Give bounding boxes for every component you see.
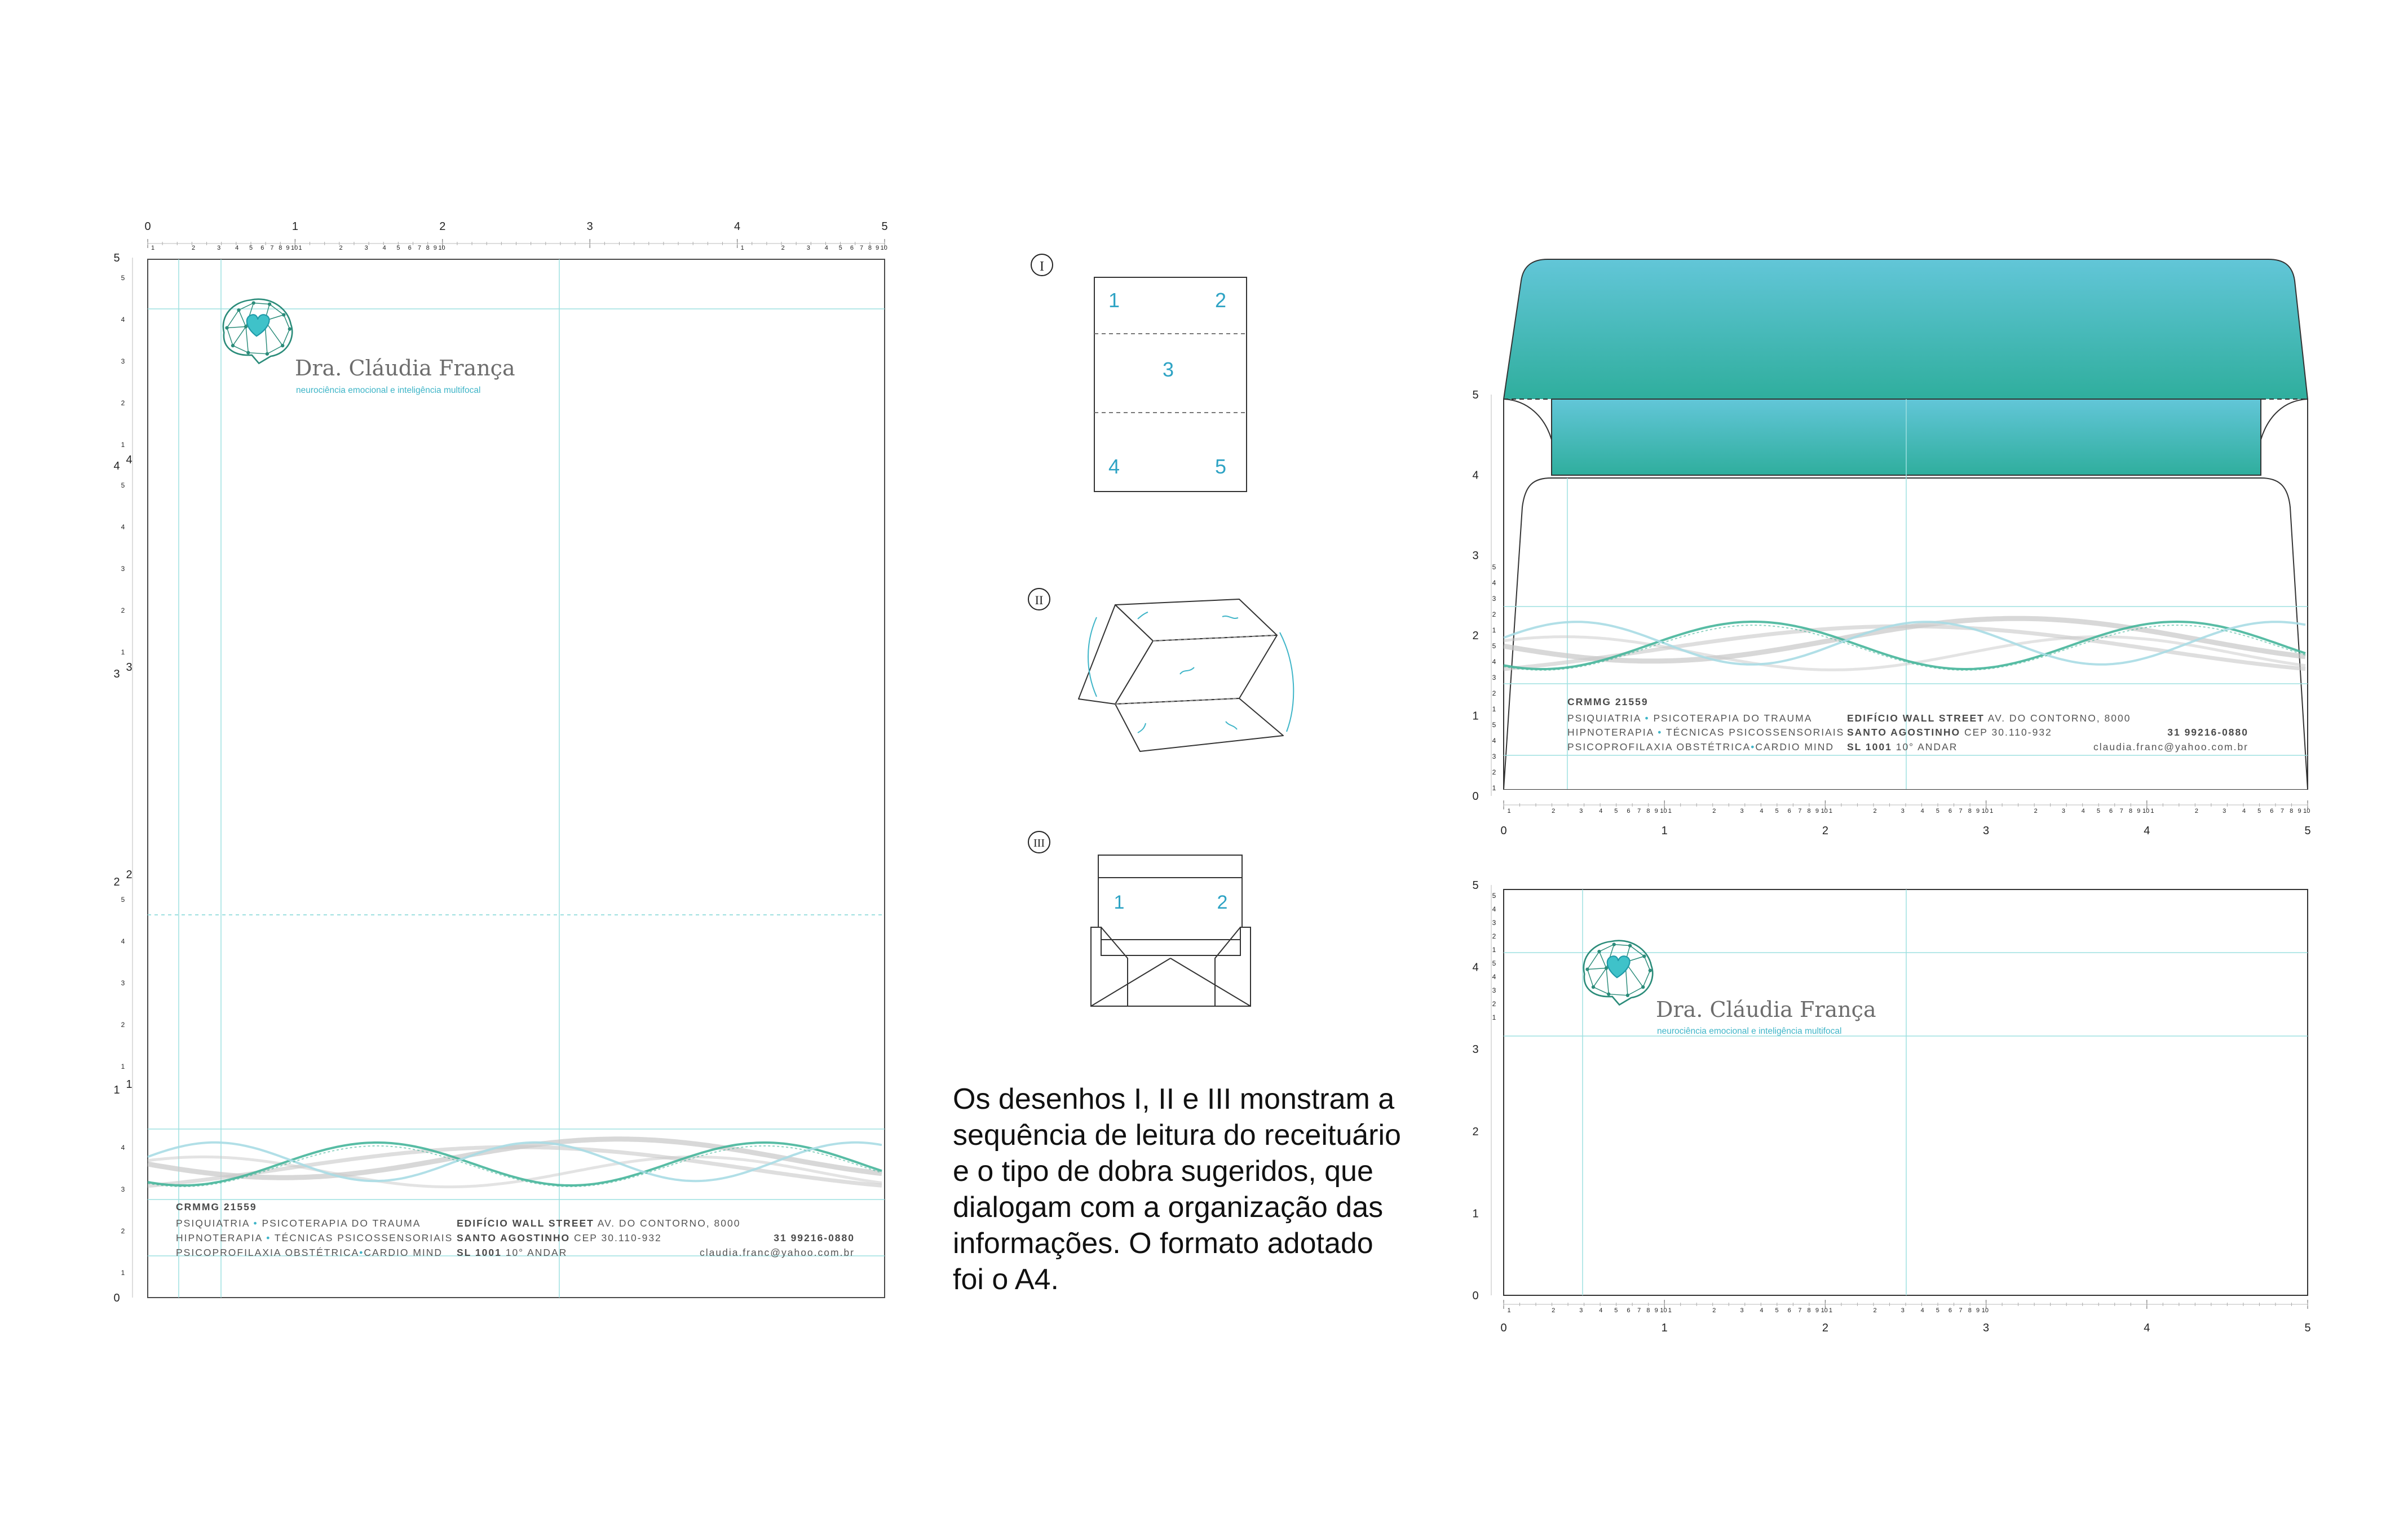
ruler-major-label: 1 [1472,710,1479,723]
env-specialty-trauma: PSICOTERAPIA DO TRAUMA [1653,712,1813,724]
ruler-minor-label: 2 [121,1227,125,1235]
ruler-minor-label: 7 [1798,808,1802,815]
ruler-minor-label: 1 [1492,784,1496,792]
ruler-major-label: 1 [1661,1322,1668,1334]
ruler-minor-label: 6 [2109,808,2113,815]
ruler-major-label: 1 [1661,825,1668,837]
ruler-minor-label: 7 [417,245,421,251]
ruler-minor-label: 4 [1920,1307,1924,1314]
ruler-minor-label: 1 [151,245,155,251]
ruler-minor-label: 8 [868,245,872,251]
ruler-minor-label: 2 [339,245,343,251]
specialty-psychiatry: PSIQUIATRIA [176,1218,250,1229]
ruler-minor-label: 6 [2270,808,2274,815]
ruler-minor-label: 8 [2290,808,2294,815]
ruler-minor-label: 8 [1646,1307,1650,1314]
caption-line-6: foi o A4. [953,1263,1059,1296]
ruler-minor-label: 3 [1492,674,1496,681]
ruler-major-label: 0 [1500,1322,1507,1334]
env-address-zip: CEP 30.110-932 [1964,727,2052,738]
ruler-minor-label: 9 [1976,808,1980,815]
brand-name: Dra. Cláudia França [295,356,515,380]
ruler-major-label: 5 [1472,879,1479,892]
ruler-minor-label: 10 [2303,808,2310,815]
step-2-label: II [1035,593,1044,607]
ruler-major-label: 0 [1472,790,1479,803]
ruler-minor-label: 2 [1712,1307,1716,1314]
ruler-minor-label: 1 [1668,808,1672,815]
ruler-minor-label: 3 [121,1185,125,1193]
ruler-minor-label: 10 [1821,1307,1828,1314]
ruler-major-label: 3 [113,668,120,680]
ruler-minor-label: 2 [2194,808,2198,815]
address-zip: CEP 30.110-932 [574,1232,662,1243]
ruler-minor-label: 10 [2142,808,2150,815]
ruler-major-label: 0 [113,1292,120,1304]
ruler-minor-label: 2 [121,399,125,407]
envelope-open [1472,259,2310,837]
ruler-minor-label: 9 [1976,1307,1980,1314]
insert-panel-1: 1 [1114,892,1125,913]
ruler-minor-label: 10 [438,245,445,251]
envelope-insert [1091,855,1251,1006]
ruler-minor-label: 2 [1712,808,1716,815]
envelope-front-card [1472,879,2310,1334]
address-floor: 10° ANDAR [505,1247,568,1258]
envelope-left-ruler [1472,389,1496,803]
svg-text:HIPNOTERAPIA • TÉCNICAS PSICOS: HIPNOTERAPIA • TÉCNICAS PSICOSSENSORIAIS [1567,727,1845,738]
ruler-minor-label: 9 [1654,808,1658,815]
ruler-minor-label: 7 [2119,808,2123,815]
ruler-minor-label: 9 [875,245,880,251]
ruler-minor-label: 2 [781,245,785,251]
ruler-minor-label: 9 [286,245,290,251]
ruler-major-label: 4 [2144,825,2150,837]
ruler-major-label: 4 [734,220,741,233]
ruler-minor-label: 5 [396,245,400,251]
ruler-minor-label: 9 [2137,808,2141,815]
env-address-street: AV. DO CONTORNO, 8000 [1987,712,2131,724]
ruler-minor-label: 3 [364,245,368,251]
ruler-minor-label: 2 [2034,808,2038,815]
ruler-minor-label: 10 [880,245,887,251]
ruler-minor-label: 5 [1492,892,1496,900]
ruler-minor-label: 5 [1614,808,1618,815]
ruler-minor-label: 1 [1492,705,1496,713]
ruler-minor-label: 2 [192,245,196,251]
address-district: SANTO AGOSTINHO [457,1232,571,1243]
ruler-minor-label: 9 [1815,808,1819,815]
step-1-label: I [1040,259,1044,274]
ruler-major-label: 4 [113,460,120,472]
ruler-minor-label: 10 [1821,808,1828,815]
ruler-major-label: 2 [1822,825,1828,837]
caption-line-3: e o tipo de dobra sugeridos, que [953,1155,1373,1188]
env-specialty-obstetric: PSICOPROFILAXIA OBSTÉTRICA [1567,741,1751,753]
ruler-minor-label: 4 [1760,1307,1764,1314]
ruler-minor-label: 2 [1492,1000,1496,1008]
ruler-major-label: 5 [881,220,888,233]
ruler-minor-label: 6 [1948,1307,1952,1314]
ruler-minor-label: 8 [426,245,430,251]
ruler-minor-label: 3 [1492,986,1496,994]
ruler-minor-label: 9 [1815,1307,1819,1314]
ruler-major-label: 4 [1472,469,1479,482]
env-address-building: EDIFÍCIO WALL STREET [1847,712,1985,724]
panel-number-3: 3 [1162,358,1174,381]
address-street: AV. DO CONTORNO, 8000 [597,1218,741,1229]
ruler-minor-label: 7 [860,245,864,251]
ruler-minor-label: 4 [1599,808,1603,815]
ruler-major-label: 4 [2144,1322,2150,1334]
ruler-minor-label: 3 [121,357,125,365]
ruler-minor-label: 4 [121,316,125,324]
ruler-major-label: 3 [586,220,593,233]
ruler-minor-label: 4 [1599,1307,1603,1314]
ruler-minor-label: 3 [1492,753,1496,760]
ruler-minor-label: 5 [838,245,842,251]
ruler-minor-label: 5 [1492,642,1496,650]
ruler-minor-label: 1 [1828,808,1833,815]
ruler-minor-label: 2 [1552,808,1556,815]
ruler-minor-label: 4 [1492,579,1496,587]
ruler-minor-label: 8 [1807,808,1811,815]
svg-text:SANTO AGOSTINHO CEP 30.110-93 [1847,727,2052,738]
ruler-minor-label: 2 [1492,610,1496,618]
ruler-minor-label: 5 [1492,959,1496,967]
ruler-minor-label: 2 [1492,932,1496,940]
ruler-minor-label: 10 [1660,808,1667,815]
ruler-minor-label: 3 [806,245,810,251]
ruler-major-label: 1 [291,220,298,233]
ruler-major-label: 3 [1472,1043,1479,1056]
ruler-minor-label: 5 [1614,1307,1618,1314]
ruler-minor-label: 1 [1668,1307,1672,1314]
ruler-minor-label: 7 [270,245,274,251]
ruler-major-label: 2 [439,220,446,233]
ruler-minor-label: 6 [408,245,412,251]
ruler-minor-label: 2 [1873,808,1877,815]
brand-tagline: neurociência emocional e inteligência multifocal [296,386,481,395]
ruler-minor-label: 3 [1740,808,1744,815]
ruler-major-label: 2 [113,876,120,888]
ruler-major-label: 5 [2304,825,2311,837]
ruler-minor-label: 10 [1981,808,1989,815]
ruler-minor-label: 7 [1959,1307,1963,1314]
ruler-minor-label: 4 [1920,808,1924,815]
ruler-minor-label: 7 [2280,808,2285,815]
specialty-trauma: PSICOTERAPIA DO TRAUMA [262,1218,421,1229]
ruler-major-label: 0 [1472,1290,1479,1302]
ruler-minor-label: 5 [2257,808,2261,815]
ruler-minor-label: 2 [121,607,125,614]
ruler-minor-label: 1 [1507,1307,1511,1314]
ruler-major-label: 1 [1472,1207,1479,1220]
ruler-minor-label: 4 [382,245,386,251]
ruler-major-label: 2 [1822,1322,1828,1334]
svg-text:SANTO AGOSTINHO CEP 30.110-93 [457,1232,662,1243]
fold-step-3 [1028,831,1251,1006]
env-specialty-psychiatry: PSIQUIATRIA [1567,712,1641,724]
ruler-minor-label: 9 [2297,808,2301,815]
ruler-minor-label: 1 [121,648,125,656]
ruler-minor-label: 4 [1760,808,1764,815]
ruler-minor-label: 2 [1873,1307,1877,1314]
ruler-major-label: 0 [144,220,151,233]
ruler-minor-label: 4 [1492,905,1496,913]
ruler-major-label: 5 [2304,1322,2311,1334]
ruler-minor-label: 5 [1492,563,1496,571]
env-address-floor: 10° ANDAR [1896,741,1958,753]
ruler-minor-label: 7 [1798,1307,1802,1314]
env-brand-name: Dra. Cláudia França [1656,997,1876,1022]
ruler-major-label: 4 [126,454,132,466]
ruler-major-label: 3 [1472,549,1479,562]
ruler-major-label: 2 [1472,1125,1479,1138]
fold-caption [953,1081,1404,1298]
svg-text:SL 1001 10° ANDAR [457,1247,567,1258]
ruler-minor-label: 5 [1936,1307,1939,1314]
ruler-minor-label: 3 [1492,919,1496,927]
ruler-minor-label: 8 [1968,1307,1972,1314]
svg-text:PSIQUIATRIA • PSICOTERAPIA DO: PSIQUIATRIA • PSICOTERAPIA DO TRAUMA [176,1218,421,1229]
ruler-minor-label: 6 [1627,1307,1631,1314]
env-specialty-cardio-mind: CARDIO MIND [1755,741,1835,753]
caption-line-2: sequência de leitura do receituário [953,1119,1401,1152]
ruler-minor-label: 1 [2150,808,2154,815]
ruler-minor-label: 5 [1936,808,1939,815]
svg-text:PSIQUIATRIA • PSICOTERAPIA DO: PSIQUIATRIA • PSICOTERAPIA DO TRAUMA [1567,712,1813,724]
ruler-minor-label: 3 [1579,808,1583,815]
ruler-minor-label: 4 [2242,808,2246,815]
ruler-minor-label: 6 [260,245,264,251]
ruler-minor-label: 3 [217,245,221,251]
specialty-cardio-mind: CARDIO MIND [364,1247,443,1258]
ruler-minor-label: 9 [1654,1307,1658,1314]
ruler-minor-label: 5 [121,481,125,489]
ruler-minor-label: 4 [824,245,828,251]
ruler-minor-label: 8 [2128,808,2133,815]
ruler-major-label: 5 [1472,389,1479,401]
ruler-minor-label: 1 [1492,1013,1496,1021]
ruler-minor-label: 5 [2096,808,2101,815]
ruler-minor-label: 4 [1492,658,1496,666]
fold-diagrams [1028,254,1293,1006]
fold-step-2 [1028,588,1293,751]
env-email-address: claudia.franc@yahoo.com.br [2093,741,2248,753]
ruler-minor-label: 3 [1740,1307,1744,1314]
panel-number-1: 1 [1108,289,1120,312]
ruler-minor-label: 6 [850,245,854,251]
envelope-flap [1504,259,2308,399]
ruler-major-label: 4 [1472,961,1479,974]
ruler-minor-label: 10 [1981,1307,1989,1314]
specialty-psychosensorial: TÉCNICAS PSICOSSENSORIAIS [274,1232,453,1243]
ruler-minor-label: 4 [1492,737,1496,745]
svg-text:HIPNOTERAPIA • TÉCNICAS PSICOS: HIPNOTERAPIA • TÉCNICAS PSICOSSENSORIAIS [176,1232,453,1243]
ruler-minor-label: 1 [121,1063,125,1070]
env-address-district: SANTO AGOSTINHO [1847,727,1961,738]
ruler-minor-label: 1 [298,245,302,251]
ruler-minor-label: 1 [1828,1307,1833,1314]
ruler-minor-label: 3 [1579,1307,1583,1314]
svg-text:PSICOPROFILAXIA OBSTÉTRICA•CAR: PSICOPROFILAXIA OBSTÉTRICA•CARDIO MIND [1567,741,1835,753]
ruler-minor-label: 2 [1552,1307,1556,1314]
ruler-minor-label: 5 [1775,808,1779,815]
env-specialty-hypnotherapy: HIPNOTERAPIA [1567,727,1654,738]
panel-number-4: 4 [1108,455,1120,478]
letterhead-left-ruler [113,252,132,1304]
caption-line-5: informações. O formato adotado [953,1227,1373,1260]
ruler-minor-label: 6 [1627,808,1631,815]
ruler-minor-label: 4 [235,245,239,251]
specialty-obstetric: PSICOPROFILAXIA OBSTÉTRICA [176,1247,360,1258]
address-room: SL 1001 [457,1247,502,1258]
ruler-minor-label: 10 [1660,1307,1667,1314]
ruler-minor-label: 2 [1492,689,1496,697]
ruler-major-label: 2 [126,869,132,881]
letterhead-top-ruler [144,220,887,251]
ruler-minor-label: 3 [121,979,125,987]
fold-step-1 [1031,254,1247,492]
ruler-minor-label: 1 [121,1269,125,1277]
ruler-minor-label: 3 [1901,808,1905,815]
ruler-minor-label: 4 [121,937,125,945]
ruler-minor-label: 7 [1637,1307,1641,1314]
ruler-minor-label: 8 [1807,1307,1811,1314]
ruler-major-label: 3 [126,661,132,674]
specialty-hypnotherapy: HIPNOTERAPIA [176,1232,263,1243]
env-brand-tagline: neurociência emocional e inteligência multifocal [1657,1026,1842,1036]
ruler-minor-label: 6 [1787,808,1791,815]
step-3-label: III [1033,837,1045,849]
env-phone-number: 31 99216-0880 [2167,727,2248,738]
ruler-major-label: 0 [1500,825,1507,837]
ruler-major-label: 5 [113,252,120,264]
ruler-minor-label: 3 [2061,808,2066,815]
panel-number-2: 2 [1214,289,1227,312]
ruler-major-label: 2 [1472,630,1479,643]
address-building: EDIFÍCIO WALL STREET [457,1218,594,1229]
panel-number-5: 5 [1214,455,1227,478]
ruler-minor-label: 5 [1775,1307,1779,1314]
ruler-minor-label: 4 [2081,808,2085,815]
ruler-minor-label: 5 [121,896,125,904]
ruler-minor-label: 3 [1901,1307,1905,1314]
ruler-minor-label: 3 [121,565,125,573]
ruler-minor-label: 10 [291,245,298,251]
ruler-minor-label: 1 [121,441,125,449]
ruler-minor-label: 4 [121,1144,125,1152]
crm-number: CRMMG 21559 [176,1201,257,1212]
caption-line-4: dialogam com a organização das [953,1191,1384,1224]
ruler-minor-label: 8 [1968,808,1972,815]
env-address-room: SL 1001 [1847,741,1892,753]
email-address: claudia.franc@yahoo.com.br [699,1247,855,1258]
svg-text:EDIFÍCIO WALL STREET AV. DO C [457,1217,740,1229]
ruler-minor-label: 8 [279,245,282,251]
ruler-major-label: 3 [1983,825,1990,837]
ruler-minor-label: 6 [1948,808,1952,815]
ruler-minor-label: 3 [2223,808,2226,815]
envelope-front-left-ruler [1472,879,1496,1302]
envelope-front-bottom-ruler [1500,1300,2310,1334]
ruler-minor-label: 6 [1787,1307,1791,1314]
ruler-minor-label: 4 [1492,973,1496,981]
ruler-major-label: 1 [126,1078,132,1091]
envelope-bottom-ruler [1500,800,2310,837]
svg-text:SL 1001 10° ANDAR [1847,741,1958,753]
ruler-minor-label: 4 [121,523,125,531]
z-fold-sheet [1079,599,1283,751]
ruler-minor-label: 5 [121,274,125,282]
ruler-minor-label: 3 [1492,595,1496,603]
ruler-minor-label: 5 [1492,721,1496,729]
ruler-minor-label: 7 [1959,808,1963,815]
ruler-major-label: 3 [1983,1322,1990,1334]
env-crm-number: CRMMG 21559 [1567,696,1649,707]
caption-line-1: Os desenhos I, II e III monstram a [953,1083,1395,1116]
ruler-minor-label: 7 [1637,808,1641,815]
ruler-minor-label: 1 [1507,808,1511,815]
ruler-minor-label: 8 [1646,808,1650,815]
ruler-minor-label: 1 [1990,808,1994,815]
letterhead-sheet [113,220,887,1304]
phone-number: 31 99216-0880 [774,1232,855,1243]
svg-text:EDIFÍCIO WALL STREET AV. DO C [1847,712,2131,724]
ruler-minor-label: 2 [1492,768,1496,776]
insert-panel-2: 2 [1217,892,1228,913]
ruler-major-label: 1 [113,1084,120,1096]
env-specialty-psychosensorial: TÉCNICAS PSICOSSENSORIAIS [1665,727,1845,738]
ruler-minor-label: 1 [1492,946,1496,954]
svg-text:PSICOPROFILAXIA OBSTÉTRICA•CAR: PSICOPROFILAXIA OBSTÉTRICA•CARDIO MIND [176,1247,443,1258]
ruler-minor-label: 1 [1492,626,1496,634]
ruler-minor-label: 5 [249,245,253,251]
ruler-minor-label: 2 [121,1021,125,1029]
ruler-minor-label: 9 [433,245,437,251]
ruler-minor-label: 1 [740,245,744,251]
